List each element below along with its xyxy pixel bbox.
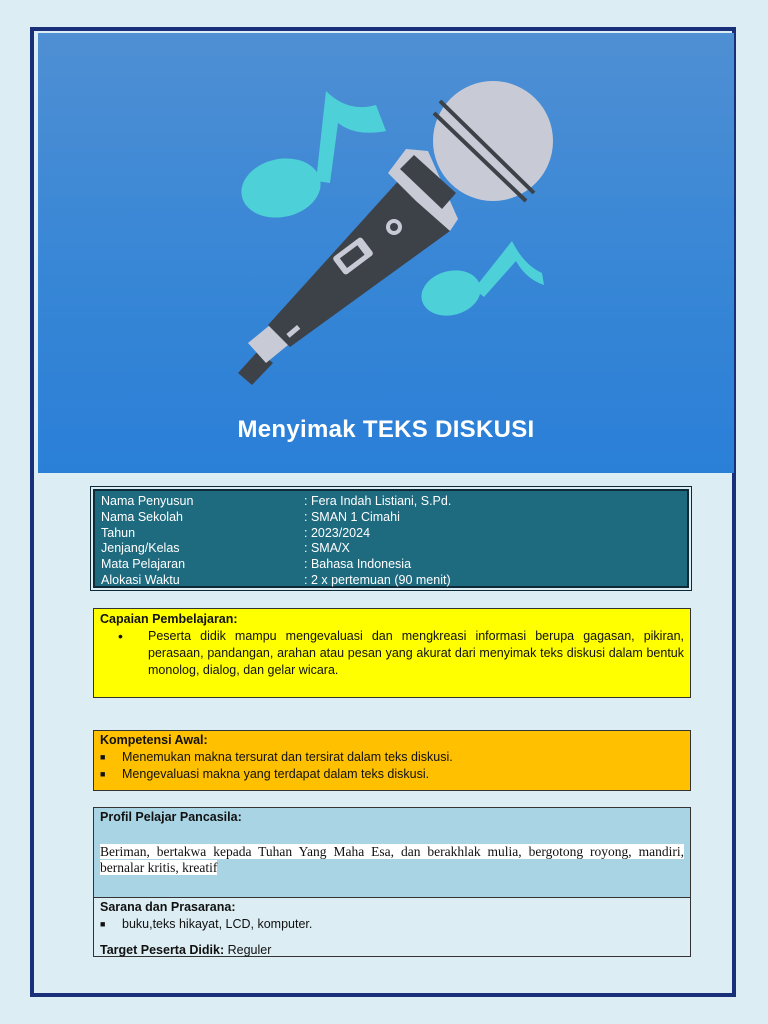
identity-value: : 2023/2024 <box>304 526 370 542</box>
identity-row <box>101 541 681 557</box>
capaian-section <box>93 608 691 698</box>
identity-label: Nama Sekolah <box>101 509 183 524</box>
square-bullet-icon: ■ <box>100 919 106 929</box>
bullet-icon: • <box>118 628 123 644</box>
profil-section <box>93 807 691 898</box>
square-bullet-icon: ■ <box>100 752 106 762</box>
list-item <box>100 766 684 783</box>
square-bullet-icon: ■ <box>100 769 106 779</box>
target-value: Reguler <box>224 943 272 957</box>
kompetensi-item-text: Mengevaluasi makna yang terdapat dalam teks diskusi. <box>122 767 430 781</box>
music-note-icon <box>416 241 544 322</box>
profil-heading: Profil Pelajar Pancasila: <box>100 810 242 824</box>
sarana-section <box>93 897 691 957</box>
kompetensi-heading: Kompetensi Awal: <box>100 733 208 747</box>
identity-row <box>101 557 681 573</box>
identity-label: Alokasi Waktu <box>101 572 180 587</box>
identity-label: Mata Pelajaran <box>101 557 186 572</box>
identity-value: : Fera Indah Listiani, S.Pd. <box>304 494 451 510</box>
identity-value: : SMAN 1 Cimahi <box>304 510 400 526</box>
cover-title: Menyimak TEKS DISKUSI <box>237 416 535 443</box>
capaian-item <box>118 628 684 679</box>
microphone-illustration <box>38 33 734 473</box>
identity-value: : SMA/X <box>304 541 350 557</box>
identity-label: Tahun <box>101 525 136 540</box>
profil-text: Beriman, bertakwa kepada Tuhan Yang Maha Esa, dan berakhlak mulia, bergotong royong, mandiri, bernalar kritis, kreatif <box>100 844 684 875</box>
capaian-heading: Capaian Pembelajaran: <box>100 612 238 626</box>
identity-row <box>101 526 681 542</box>
sarana-heading: Sarana dan Prasarana: <box>100 900 236 914</box>
profil-text-block <box>100 844 684 876</box>
identity-row <box>101 510 681 526</box>
cover-banner <box>38 33 734 473</box>
identity-table <box>93 489 689 588</box>
identity-label: Jenjang/Kelas <box>101 541 180 556</box>
target-line <box>100 942 684 959</box>
capaian-text: Peserta didik mampu mengevaluasi dan mengkreasi informasi berupa gagasan, pikiran, perasaan, pandangan, arahan atau pesan yang akurat dari menyimak teks diskusi dalam bentuk monolog, dialog, dan gelar wicara. <box>148 629 684 677</box>
list-item <box>100 749 684 766</box>
kompetensi-item-text: Menemukan makna tersurat dan tersirat dalam teks diskusi. <box>122 750 453 764</box>
music-note-icon <box>236 91 386 225</box>
identity-value: : Bahasa Indonesia <box>304 557 411 573</box>
identity-value: : 2 x pertemuan (90 menit) <box>304 573 451 589</box>
microphone-icon <box>238 81 553 385</box>
sarana-item-text: buku,teks hikayat, LCD, komputer. <box>122 917 313 931</box>
identity-row <box>101 494 681 510</box>
identity-label: Nama Penyusun <box>101 494 194 508</box>
kompetensi-section <box>93 730 691 791</box>
target-label: Target Peserta Didik: <box>100 943 225 957</box>
list-item <box>100 916 684 933</box>
identity-row <box>101 573 681 589</box>
